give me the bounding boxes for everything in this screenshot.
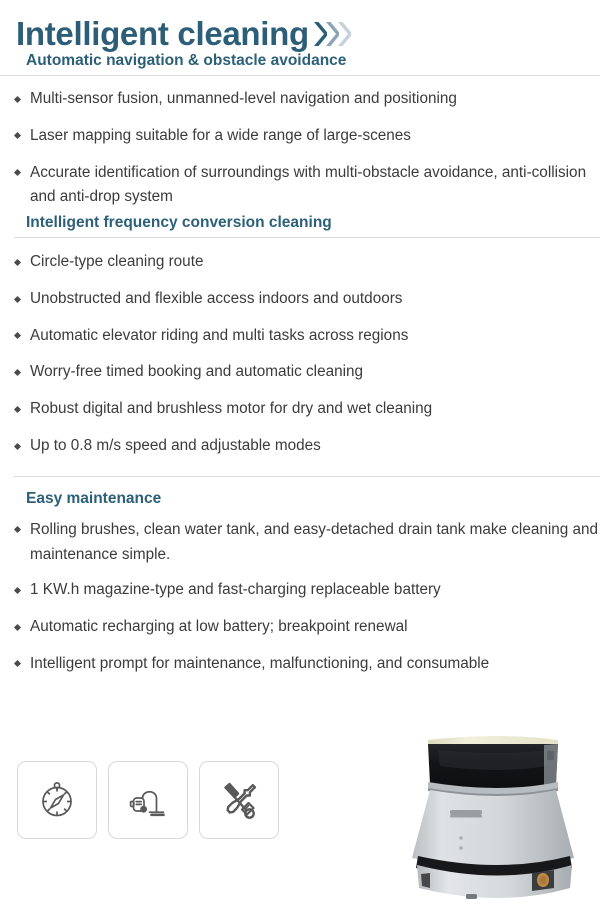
list-item-text: Laser mapping suitable for a wide range of large-scenes (30, 126, 411, 144)
list-item-text: Accurate identification of surroundings with multi-obstacle avoidance, anti-collision and anti-drop system (30, 163, 587, 206)
list-item (0, 652, 600, 677)
list-item-text: Robust digital and brushless motor for dry and wet cleaning (30, 400, 433, 418)
list-item (0, 124, 600, 149)
compass-icon (34, 777, 80, 823)
list-item (0, 578, 600, 603)
diamond-bullet-icon (14, 96, 21, 103)
feature-icon-box-navigation (17, 761, 97, 839)
tools-icon (216, 777, 262, 823)
diamond-bullet-icon (14, 587, 21, 594)
list-item (0, 324, 600, 349)
list-item (0, 360, 600, 385)
list-item (0, 397, 600, 422)
section-frequency-cleaning (0, 214, 600, 459)
list-item-text: Rolling brushes, clean water tank, and easy-detached drain tank make cleaning and maintenance simple. (30, 520, 599, 563)
diamond-bullet-icon (14, 296, 21, 303)
bullet-list-frequency-cleaning (0, 250, 600, 459)
list-item-text: Up to 0.8 m/s speed and adjustable modes (30, 436, 321, 454)
section-heading-navigation: Automatic navigation & obstacle avoidance (26, 52, 347, 69)
chevron-right-icon-3 (336, 19, 351, 49)
list-item (0, 518, 600, 568)
bullet-list-navigation (0, 87, 600, 210)
list-item (0, 434, 600, 459)
chevron-group (315, 19, 351, 49)
list-item-text: Multi-sensor fusion, unmanned-level navigation and positioning (30, 90, 457, 108)
page-header (0, 0, 600, 52)
feature-icon-row (17, 761, 279, 839)
diamond-bullet-icon (14, 660, 21, 667)
cleaning-robot-image (404, 718, 596, 908)
feature-icon-box-maintenance (199, 761, 279, 839)
list-item (0, 87, 600, 112)
list-item-text: 1 KW.h magazine-type and fast-charging replaceable battery (30, 581, 441, 599)
list-item (0, 161, 600, 211)
vacuum-cleaner-icon (125, 777, 171, 823)
bullet-list-easy-maintenance (0, 518, 600, 677)
diamond-bullet-icon (14, 259, 21, 266)
list-item-text: Automatic elevator riding and multi tasks across regions (30, 326, 409, 344)
diamond-bullet-icon (14, 132, 21, 139)
section-easy-maintenance (0, 490, 600, 677)
list-item-text: Circle-type cleaning route (30, 253, 204, 271)
list-item-text: Unobstructed and flexible access indoors and outdoors (30, 289, 403, 307)
section-heading-frequency-cleaning: Intelligent frequency conversion cleaning (26, 214, 332, 232)
list-item-text: Automatic recharging at low battery; breakpoint renewal (30, 618, 408, 636)
page-title: Intelligent cleaning (16, 14, 309, 52)
diamond-bullet-icon (14, 169, 21, 176)
diamond-bullet-icon (14, 406, 21, 413)
feature-icon-box-cleaning (108, 761, 188, 839)
section-heading-easy-maintenance: Easy maintenance (26, 489, 162, 507)
diamond-bullet-icon (14, 526, 21, 533)
list-item-text: Worry-free timed booking and automatic cleaning (30, 363, 364, 381)
section-navigation (0, 52, 600, 210)
list-item-text: Intelligent prompt for maintenance, malfunctioning, and consumable (30, 654, 490, 672)
list-item (0, 250, 600, 275)
diamond-bullet-icon (14, 624, 21, 631)
diamond-bullet-icon (14, 443, 21, 450)
list-item (0, 615, 600, 640)
list-item (0, 287, 600, 312)
diamond-bullet-icon (14, 332, 21, 339)
diamond-bullet-icon (14, 369, 21, 376)
